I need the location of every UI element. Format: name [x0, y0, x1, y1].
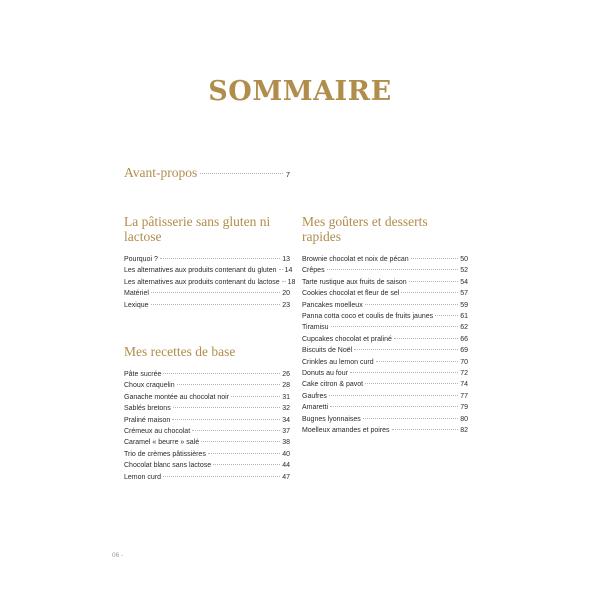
toc-avant-propos[interactable]	[124, 165, 290, 181]
toc-entry-label: Les alternatives aux produits contenant du gluten	[124, 267, 277, 275]
toc-entry-label: Pancakes moelleux	[302, 301, 363, 309]
toc-entry-label: Lemon curd	[124, 473, 161, 481]
toc-entry[interactable]	[302, 425, 468, 436]
toc-entry-page: 47	[282, 473, 290, 481]
toc-entry-page: 77	[460, 392, 468, 400]
toc-entry-label: Brownie chocolat et noix de pécan	[302, 256, 409, 263]
section-heading: Mes recettes de base	[124, 344, 236, 359]
dot-leader	[365, 304, 459, 305]
toc-entry-label: Chocolat blanc sans lactose	[124, 462, 212, 470]
toc-entry[interactable]	[302, 322, 468, 333]
toc-entry-page: 31	[282, 393, 290, 401]
toc-entry-label: Pourquoi ?	[124, 256, 158, 263]
toc-entry[interactable]	[124, 403, 290, 414]
toc-entry-label: Matériel	[124, 290, 149, 298]
dot-leader	[401, 292, 458, 293]
toc-entry-page: 62	[460, 324, 468, 332]
toc-entry-page: 34	[282, 416, 290, 424]
toc-entry[interactable]	[124, 300, 290, 311]
toc-entry[interactable]	[124, 277, 296, 288]
toc-entry-page: 20	[282, 290, 290, 298]
toc-entry[interactable]	[302, 379, 468, 390]
dot-leader	[163, 373, 280, 374]
toc-entry-page: 80	[460, 415, 468, 423]
toc-entry-label: Bugnes lyonnaises	[302, 415, 361, 423]
toc-entry-label: Ganache montée au chocolat noir	[124, 393, 230, 401]
dot-leader	[177, 384, 281, 385]
toc-entry[interactable]	[302, 357, 468, 368]
toc-entry-page: 74	[460, 381, 468, 389]
toc-section-gouters	[302, 214, 468, 437]
toc-entry[interactable]	[124, 288, 290, 299]
dot-leader	[172, 419, 280, 420]
dot-leader	[330, 406, 458, 407]
dot-leader	[394, 338, 458, 339]
dot-leader	[392, 429, 459, 430]
toc-section-sans-gluten	[124, 214, 296, 311]
toc-entry[interactable]	[124, 380, 290, 391]
toc-entry-page: 59	[460, 301, 468, 309]
dot-leader	[208, 453, 280, 454]
toc-entry[interactable]	[302, 311, 468, 322]
toc-entry-page: 23	[282, 301, 290, 309]
dot-leader	[365, 383, 458, 384]
toc-entry-page: 52	[460, 267, 468, 275]
dot-leader	[173, 407, 281, 408]
section-heading: La pâtisserie sans gluten ni lactose	[124, 214, 271, 244]
toc-entry-page: 57	[460, 290, 468, 298]
toc-entry[interactable]	[124, 265, 293, 276]
toc-entry-label: Les alternatives aux produits contenant du lactose	[124, 278, 280, 286]
toc-entry-label: Tarte rustique aux fruits de saison	[302, 278, 407, 286]
toc-entry-page: 37	[282, 428, 290, 436]
dot-leader	[350, 372, 458, 373]
toc-entry[interactable]	[302, 334, 468, 345]
toc-entry[interactable]	[302, 345, 468, 356]
dot-leader	[192, 430, 280, 431]
dot-leader	[435, 315, 458, 316]
toc-entry-page: 26	[282, 371, 290, 378]
page-title: SOMMAIRE	[208, 76, 392, 107]
toc-entry-page: 66	[460, 335, 468, 343]
toc-entry-page: 14	[284, 267, 293, 275]
toc-entry-page: 32	[282, 405, 290, 413]
dot-leader	[201, 441, 280, 442]
toc-entry-label: Cake citron & pavot	[302, 381, 364, 389]
dot-leader	[329, 395, 458, 396]
toc-entry-page: 70	[460, 358, 468, 366]
dot-leader	[160, 258, 280, 259]
toc-entries	[124, 369, 290, 483]
toc-entry[interactable]	[124, 254, 290, 265]
dot-leader	[279, 269, 283, 270]
toc-entry[interactable]	[302, 368, 468, 379]
avant-propos-page: 7	[285, 170, 290, 179]
toc-entry-label: Biscuits de Noël	[302, 347, 353, 355]
toc-entry[interactable]	[124, 415, 290, 426]
toc-entry[interactable]	[302, 277, 468, 288]
toc-entry-label: Crêpes	[302, 267, 325, 275]
dot-leader	[327, 269, 459, 270]
toc-entry-page: 72	[460, 370, 468, 378]
toc-entry-label: Lexique	[124, 301, 149, 309]
toc-entry[interactable]	[124, 426, 290, 437]
toc-entry[interactable]	[124, 392, 290, 403]
toc-entry-label: Cookies chocolat et fleur de sel	[302, 290, 400, 298]
toc-entry[interactable]	[302, 402, 468, 413]
toc-entry[interactable]	[302, 391, 468, 402]
toc-entry-label: Cupcakes chocolat et praliné	[302, 335, 392, 343]
toc-section-recettes-de-base	[124, 344, 290, 483]
toc-entry[interactable]	[302, 265, 468, 276]
toc-entry-page: 38	[282, 439, 290, 447]
toc-entry-page: 13	[282, 256, 290, 263]
toc-entries	[302, 254, 468, 437]
dot-leader	[151, 292, 280, 293]
toc-entry-label: Crémeux au chocolat	[124, 428, 191, 436]
page-folio: 06 -	[112, 552, 124, 559]
toc-entry-page: 61	[460, 313, 468, 321]
toc-entry-page: 54	[460, 278, 468, 286]
toc-entry[interactable]	[124, 437, 290, 448]
toc-entry-label: Panna cotta coco et coulis de fruits jaunes	[302, 313, 434, 321]
toc-entry-page: 69	[460, 347, 468, 355]
toc-entry-page: 79	[460, 404, 468, 412]
toc-entry-label: Tiramisu	[302, 324, 329, 332]
avant-propos-label: Avant-propos	[124, 165, 198, 180]
dot-leader	[331, 326, 459, 327]
toc-entry-label: Amaretti	[302, 404, 329, 412]
toc-entries	[124, 254, 296, 311]
toc-entry-label: Donuts au four	[302, 370, 348, 378]
dot-leader	[200, 173, 283, 174]
dot-leader	[411, 258, 459, 259]
toc-entry-label: Caramel « beurre » salé	[124, 439, 200, 447]
dot-leader	[231, 396, 280, 397]
toc-entry-label: Sablés bretons	[124, 405, 171, 413]
toc-entry-label: Moelleux amandes et poires	[302, 427, 390, 435]
dot-leader	[163, 476, 280, 477]
dot-leader	[282, 281, 286, 282]
toc-entry-label: Crinkles au lemon curd	[302, 358, 374, 366]
toc-entry-page: 28	[282, 382, 290, 390]
section-heading: Mes goûters et desserts rapides	[302, 214, 428, 244]
toc-entry[interactable]	[302, 300, 468, 311]
toc-entry-label: Choux craquelin	[124, 382, 175, 390]
toc-entry-page: 82	[460, 427, 468, 435]
toc-entry[interactable]	[302, 414, 468, 425]
toc-entry[interactable]	[302, 254, 468, 265]
dot-leader	[363, 418, 458, 419]
toc-entry-page: 50	[460, 256, 468, 263]
toc-entry-label: Trio de crèmes pâtissières	[124, 450, 206, 458]
toc-entry-page: 18	[287, 278, 296, 286]
toc-entry[interactable]	[124, 369, 290, 380]
toc-entry[interactable]	[302, 288, 468, 299]
dot-leader	[409, 281, 459, 282]
dot-leader	[376, 361, 459, 362]
toc-entry-page: 44	[282, 462, 290, 470]
toc-entry-label: Praliné maison	[124, 416, 171, 424]
toc-entry[interactable]	[124, 449, 290, 460]
toc-entry-page: 40	[282, 450, 290, 458]
toc-entry[interactable]	[124, 460, 290, 471]
dot-leader	[213, 464, 280, 465]
toc-entry[interactable]	[124, 472, 290, 483]
dot-leader	[354, 349, 458, 350]
toc-entry-label: Pâte sucrée	[124, 371, 162, 378]
toc-entry-label: Gaufres	[302, 392, 327, 400]
dot-leader	[151, 304, 281, 305]
